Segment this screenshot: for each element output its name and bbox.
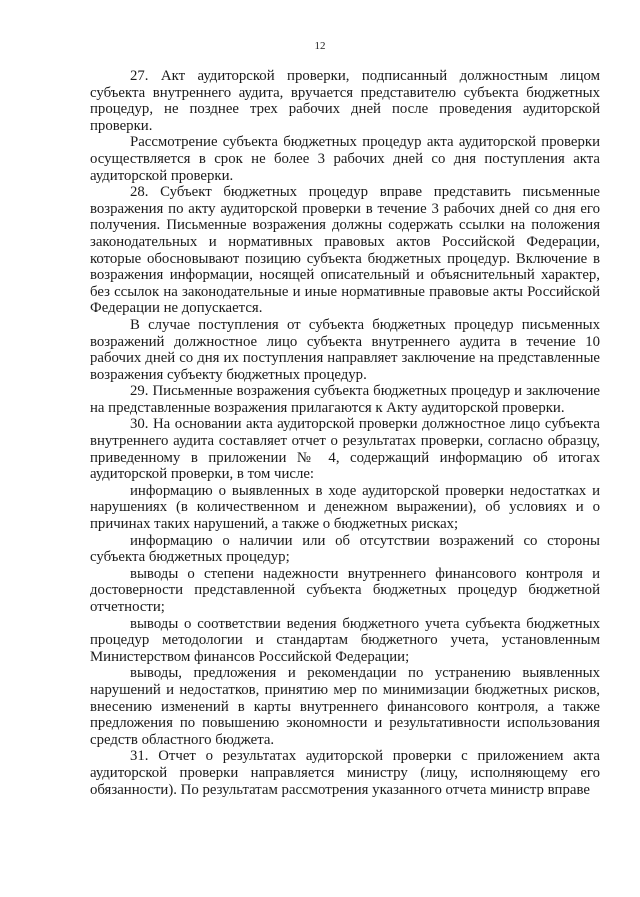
paragraph-30-item-2: информацию о наличии или об отсутствии возражений со стороны субъекта бюджетных процедур; — [90, 532, 600, 566]
paragraph-30-item-4: выводы о соответствии ведения бюджетного учета субъекта бюджетных процедур методологии и стандартам бюджетного учета, установленным Министерством финансов Российской Федерации; — [90, 615, 600, 665]
paragraph-31: 31. Отчет о результатах аудиторской проверки с приложением акта аудиторской проверки направляется министру (лицу, исполняющему его обязанности). По результатам рассмотрения указанного отчета министр вправе — [90, 748, 600, 798]
paragraph-30-item-3: выводы о степени надежности внутреннего финансового контроля и достоверности представленной субъекта бюджетных процедур бюджетной отчетности; — [90, 565, 600, 615]
paragraph-28: 28. Субъект бюджетных процедур вправе представить письменные возражения по акту аудиторской проверки в течение 3 рабочих дней со дня его получения. Письменные возражения должны содержать ссылки на положения законодательных и нормативных правовых актов Российской Федерации, которые обосновывают позицию субъекта бюджетных процедур. Включение в возражения информации, носящей описательный и объяснительный характер, без ссылок на законодательные и иные нормативные правовые акты Российской Федерации не допускается. — [90, 184, 600, 317]
paragraph-28-objections: В случае поступления от субъекта бюджетных процедур письменных возражений должностное лицо субъекта внутреннего аудита в течение 10 рабочих дней со дня их поступления направляет заключение на представленные возражения субъекту бюджетных процедур. — [90, 316, 600, 383]
paragraph-27-review: Рассмотрение субъекта бюджетных процедур акта аудиторской проверки осуществляется в срок не более 3 рабочих дней со дня поступления акта аудиторской проверки. — [90, 134, 600, 184]
paragraph-30-item-5: выводы, предложения и рекомендации по устранению выявленных нарушений и недостатков, принятию мер по минимизации бюджетных рисков, внесению изменений в карты внутреннего финансового контроля, а также предложения по повышению экономности и результативности использования средств областного бюджета. — [90, 665, 600, 748]
paragraph-30: 30. На основании акта аудиторской проверки должностное лицо субъекта внутреннего аудита составляет отчет о результатах проверки, согласно образцу, приведенному в приложении № 4, содержащий информацию об итогах аудиторской проверки, в том числе: — [90, 416, 600, 483]
paragraph-30-item-1: информацию о выявленных в ходе аудиторской проверки недостатках и нарушениях (в количественном и денежном выражении), об условиях и о причинах таких нарушений, а также о бюджетных рисках; — [90, 482, 600, 533]
document-body — [90, 68, 600, 798]
paragraph-29: 29. Письменные возражения субъекта бюджетных процедур и заключение на представленные возражения прилагаются к Акту аудиторской проверки. — [90, 383, 600, 416]
paragraph-27: 27. Акт аудиторской проверки, подписанный должностным лицом субъекта внутреннего аудита, вручается представителю субъекта бюджетных процедур, не позднее трех рабочих дней после проведения аудиторской проверки. — [90, 68, 600, 134]
page-number: 12 — [314, 40, 326, 52]
